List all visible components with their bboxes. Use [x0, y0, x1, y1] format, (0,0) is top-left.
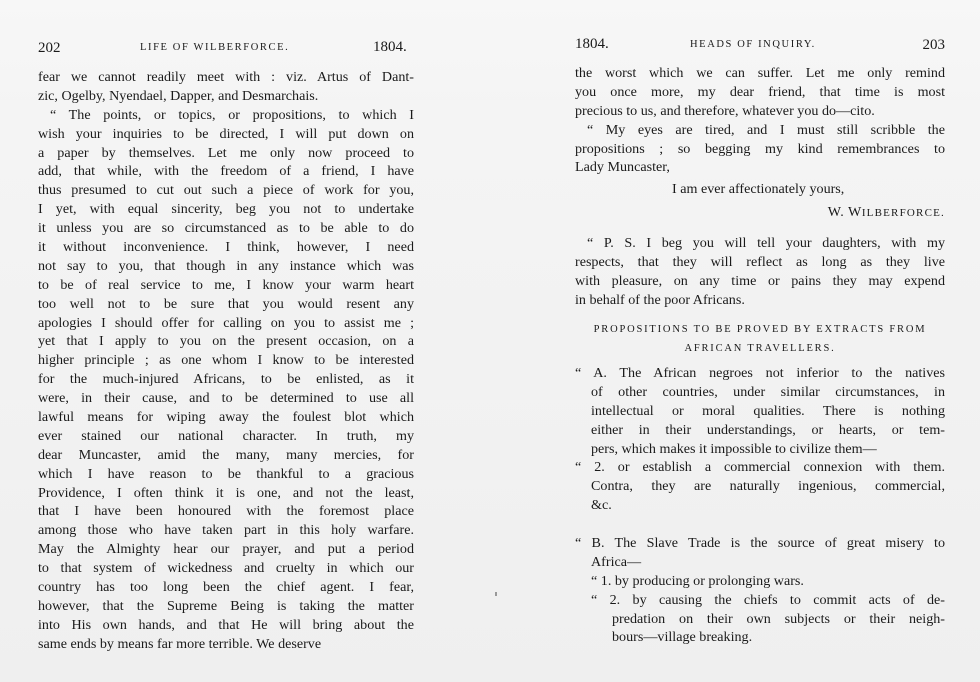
- valediction: I am ever affectionately yours,: [672, 181, 845, 197]
- text-line: “ B. The Slave Trade is the source of great misery to: [575, 535, 945, 551]
- text-line: Contra, they are naturally ingenious, commercial,: [591, 478, 945, 495]
- text-line: pers, which makes it impossible to civilize them—: [591, 440, 877, 457]
- text-line: “ P. S. I beg you will tell your daughters, with my: [587, 235, 945, 251]
- proposition-b-sub-2: [575, 591, 945, 648]
- proposition-b-main: [575, 534, 945, 572]
- page-number-right: 203: [922, 37, 945, 53]
- text-line: wish your inquiries to be directed, I will put down on: [38, 125, 414, 142]
- text-line: yet that I apply to you on the present occasion, on a: [38, 333, 414, 350]
- text-line: higher principle ; as one whom I know to be interested: [38, 352, 414, 369]
- text-line: not say to you, that though in any instance which was: [38, 257, 414, 274]
- postscript: [575, 234, 945, 310]
- right-body-text: [575, 64, 945, 177]
- text-line: “ 1. by producing or prolonging wars.: [591, 572, 804, 589]
- section-heading-line-2: AFRICAN TRAVELLERS.: [684, 343, 836, 354]
- text-line: the worst which we can suffer. Let me only remind: [575, 65, 945, 81]
- text-line: same ends by means far more terrible. We deserve: [38, 635, 322, 652]
- text-line: bours—village breaking.: [612, 629, 753, 646]
- text-line: a paper by themselves. Let me only now proceed to: [38, 144, 414, 161]
- text-line: were, in their cause, and to be determined to use all: [38, 390, 414, 407]
- text-line: “ My eyes are tired, and I must still scribble the: [587, 121, 945, 138]
- text-line: country has too long been the chief agent. I fear,: [38, 579, 414, 596]
- text-line: zic, Ogelby, Nyendael, Dapper, and Desmarchais.: [38, 87, 319, 104]
- text-line: that I have been honoured with the foremost place: [38, 503, 414, 520]
- text-line: you once more, my dear friend, that time is most: [575, 83, 945, 100]
- text-line: either in their understandings, or hearts, or tem-: [591, 421, 945, 438]
- text-line: ever stained our national character. In truth, my: [38, 427, 414, 444]
- text-line: May the Almighty hear our prayer, and put a period: [38, 541, 414, 558]
- text-line: lawful means for wiping away the foulest blot which: [38, 409, 414, 426]
- right-running-head: [575, 36, 945, 58]
- scan-speck: [495, 592, 497, 596]
- text-line: precious to us, and therefore, whatever you do—cito.: [575, 102, 875, 119]
- text-line: for the much-injured Africans, to be enlisted, as it: [38, 371, 414, 388]
- signature: [828, 204, 945, 221]
- text-line: it without inconvenience. I think, however, I need: [38, 239, 414, 256]
- text-line: I yet, with equal sincerity, beg you not to undertake: [38, 201, 414, 218]
- text-line: too well not to be sure that you would resent any: [38, 295, 414, 312]
- text-line: Lady Muncaster,: [575, 159, 670, 176]
- text-line: predation on their own subjects or their neigh-: [612, 610, 945, 627]
- proposition-a: [575, 364, 945, 515]
- text-line: with pleasure, on any time or pains they may expend: [575, 272, 945, 289]
- text-line: into His own hands, and that He will bring about the: [38, 616, 414, 633]
- running-title-left: LIFE OF WILBERFORCE.: [140, 42, 290, 53]
- text-line: intellectual or moral qualities. There is nothing: [591, 402, 945, 419]
- text-line: “ The points, or topics, or propositions, to which I: [50, 106, 414, 123]
- proposition-a-item-1: [575, 364, 945, 458]
- running-title-right: HEADS OF INQUIRY.: [690, 39, 816, 50]
- year-left: 1804.: [373, 39, 407, 55]
- text-line: “ 2. or establish a commercial connexion with them.: [575, 459, 945, 476]
- text-line: Providence, I often think it is one, and not the least,: [38, 484, 414, 501]
- text-line: fear we cannot readily meet with : viz. Artus of Dant-: [38, 69, 414, 85]
- section-heading: [575, 320, 945, 358]
- text-line: however, that the Supreme Being is taking the matter: [38, 597, 414, 614]
- text-line: in behalf of the poor Africans.: [575, 291, 745, 308]
- text-line: apologies I should offer for calling on you to assist me ;: [38, 314, 414, 331]
- text-line: &c.: [591, 497, 612, 514]
- proposition-b-sub-1: [575, 572, 945, 591]
- signature-initial: W. W: [827, 204, 862, 220]
- left-running-head: [38, 40, 414, 58]
- text-line: thus presumed to cut out such a piece of work for you,: [38, 182, 414, 199]
- text-line: respects, that they will reflect as long as they live: [575, 253, 945, 270]
- proposition-b: [575, 534, 945, 647]
- text-line: it unless you are so circumstanced as to be able to do: [38, 220, 414, 237]
- signature-rest: ILBERFORCE.: [861, 207, 945, 219]
- text-line: among those who have taken part in this holy warfare.: [38, 522, 414, 539]
- text-line: to be of real service to me, I know your warm heart: [38, 276, 414, 293]
- text-line: Africa—: [591, 553, 642, 570]
- text-line: dear Muncaster, amid the many, many mercies, for: [38, 446, 414, 463]
- text-line: propositions ; so begging my kind remembrances to: [575, 140, 945, 157]
- text-line: which I have reason to be thankful to a gracious: [38, 465, 414, 482]
- section-heading-line-1: PROPOSITIONS TO BE PROVED BY EXTRACTS FROM: [593, 324, 927, 335]
- page-number-left: 202: [38, 40, 61, 56]
- text-line: of other countries, under similar circumstances, in: [591, 383, 945, 400]
- text-line: to that system of wickedness and cruelty in which our: [38, 560, 414, 577]
- text-line: “ 2. by causing the chiefs to commit acts of de-: [591, 591, 945, 608]
- year-right: 1804.: [575, 36, 609, 52]
- proposition-a-item-2: [575, 458, 945, 515]
- text-line: add, that while, with the freedom of a friend, I have: [38, 163, 414, 180]
- left-body-text: [38, 68, 414, 654]
- text-line: “ A. The African negroes not inferior to the natives: [575, 365, 945, 381]
